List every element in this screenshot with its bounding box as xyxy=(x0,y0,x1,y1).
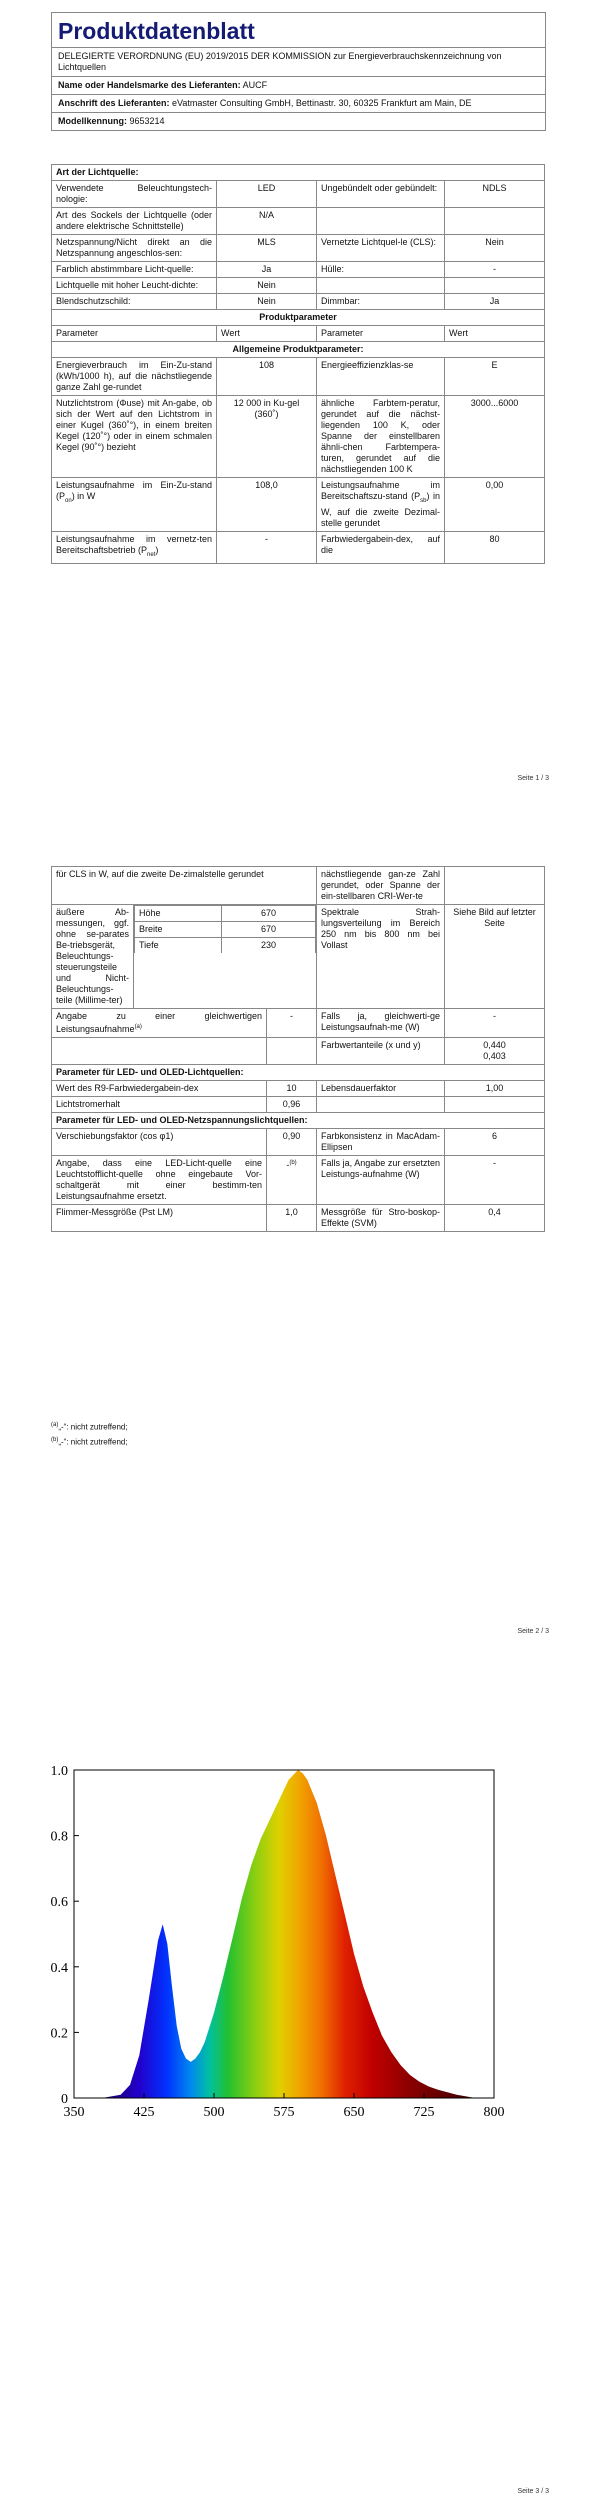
networked-standby-label: Leistungsaufnahme im vernetz-ten Bereitschaftsbetrieb $(P_{net})$ xyxy=(52,531,217,563)
dimensions-label: äußere Ab-messungen, ggf. ohne se-parates Be-triebsgerät, Beleuchtungs-steuerungsteile und Nicht-Beleuchtungs-teile (Millime-ter) xyxy=(52,905,134,1009)
cri-value: 80 xyxy=(445,531,545,563)
page-1 xyxy=(0,0,591,790)
r9-label: Wert des R9-Farbwiedergabein-dex xyxy=(52,1081,267,1097)
x-tick-label: 500 xyxy=(203,2105,225,2120)
dimensions-cell xyxy=(134,905,317,1009)
product-sheet-table-1 xyxy=(51,164,545,564)
col-header-param: Parameter xyxy=(52,326,217,342)
power-on-value: 108,0 xyxy=(217,478,317,532)
mains-value: MLS xyxy=(217,235,317,262)
mains-params-heading: Parameter für LED- und OLED-Netzspannungslichtquellen: xyxy=(52,1113,545,1129)
empty-cell xyxy=(317,278,445,294)
light-type-heading: Art der Lichtquelle: xyxy=(52,165,545,181)
product-params-heading: Produktparameter xyxy=(52,310,545,326)
equivalent-power-w-value: - xyxy=(445,1009,545,1038)
regulation-text: DELEGIERTE VERORDNUNG (EU) 2019/2015 DER KOMMISSION zur Energieverbrauchskennzeichnung von Lichtquellen xyxy=(52,48,545,77)
replaced-power-label: Falls ja, Angabe zur ersetzten Leistungs-aufnahme (W) xyxy=(317,1156,445,1205)
led-params-heading: Parameter für LED- und OLED-Lichtquellen: xyxy=(52,1065,545,1081)
y-tick-label: 1.0 xyxy=(50,1764,68,1779)
cri-cont-label: nächstliegende gan-ze Zahl gerundet, oder Spanne der ein-stellbaren CRI-Wer-te xyxy=(317,867,445,905)
directional-value: NDLS xyxy=(445,181,545,208)
spectral-chart xyxy=(30,1750,510,2130)
chromaticity-value: 0,440 0,403 xyxy=(445,1038,545,1065)
socket-value: N/A xyxy=(217,208,317,235)
trademark-row xyxy=(52,77,545,95)
lumen-maintenance-value: 0,96 xyxy=(267,1097,317,1113)
standby-power-value: 0,00 xyxy=(445,478,545,532)
spectral-distribution-label: Spektrale Strah-lungsverteilung im Bereich 250 nm bis 800 nm bei Vollast xyxy=(317,905,445,1009)
networked-standby-value: - xyxy=(217,531,317,563)
dimensions-table xyxy=(134,905,316,953)
equivalent-power-value: - xyxy=(267,1009,317,1038)
energy-consumption-value: 108 xyxy=(217,358,317,396)
networked-standby-cont-label: für CLS in W, auf die zweite De-zimalstelle gerundet xyxy=(52,867,317,905)
footnote-a: $^{(a)}$„-“: nicht zutreffend; xyxy=(51,1422,128,1432)
y-tick-label: 0.8 xyxy=(50,1829,68,1845)
directional-label: Ungebündelt oder gebündelt: xyxy=(317,181,445,208)
displacement-factor-value: 0,90 xyxy=(267,1129,317,1156)
standby-power-label: Leistungsaufnahme im Bereitschaftszu-stand $(P_{sb})$ in W, auf die zweite Dezimal-stelle gerundet xyxy=(317,478,445,532)
col-header-value: Wert xyxy=(217,326,317,342)
high-luminance-label: Lichtquelle mit hoher Leucht-dichte: xyxy=(52,278,217,294)
model-value: 9653214 xyxy=(129,116,165,126)
energy-class-label: Energieeffizienzklas-se xyxy=(317,358,445,396)
x-tick-label: 575 xyxy=(273,2105,295,2120)
product-sheet-table-2 xyxy=(51,866,545,1232)
lumen-maintenance-label: Lichtstromerhalt xyxy=(52,1097,267,1113)
energy-class-value: E xyxy=(445,358,545,396)
survival-factor-value: 1,00 xyxy=(445,1081,545,1097)
width-value: 670 xyxy=(222,922,316,938)
page-3 xyxy=(0,1710,591,2510)
technology-label: Verwendete Beleuchtungstech-nologie: xyxy=(52,181,217,208)
fluorescent-replacement-value: -$^{(b)}$ xyxy=(267,1156,317,1205)
tunable-label: Farblich abstimmbare Licht-quelle: xyxy=(52,262,217,278)
address-label: Anschrift des Lieferanten: xyxy=(58,98,170,108)
power-on-label: Leistungsaufnahme im Ein-Zu-stand $(P_{on})$ in W xyxy=(52,478,217,532)
socket-label: Art des Sockels der Lichtquelle (oder andere elektrische Schnittstelle) xyxy=(52,208,217,235)
replaced-power-value: - xyxy=(445,1156,545,1205)
luminous-flux-label: Nutzlichtstrom (Φuse) mit An-gabe, ob sich der Wert auf den Lichtstrom in einer Kugel (360˚°), in einem breiten Kegel (120˚°) oder in einem schmalen Kegel (90˚°) bezieht xyxy=(52,396,217,478)
depth-value: 230 xyxy=(222,938,316,954)
envelope-label: Hülle: xyxy=(317,262,445,278)
y-tick-label: 0 xyxy=(61,2092,68,2107)
empty-cell xyxy=(317,1097,445,1113)
empty-cell xyxy=(52,1038,267,1065)
width-label: Breite xyxy=(135,922,222,938)
glare-label: Blendschutzschild: xyxy=(52,294,217,310)
high-luminance-value: Nein xyxy=(217,278,317,294)
fluorescent-replacement-label: Angabe, dass eine LED-Licht-quelle eine Leuchtstofflicht-quelle ohne eingebaute Vor-schaltgerät mit einer bestimm-ten Leistungsaufnahme ersetzt. xyxy=(52,1156,267,1205)
x-tick-label: 425 xyxy=(133,2105,155,2120)
r9-value: 10 xyxy=(267,1081,317,1097)
energy-consumption-label: Energieverbrauch im Ein-Zu-stand (kWh/1000 h), auf die nächstliegende ganze Zahl ge-rundet xyxy=(52,358,217,396)
y-tick-label: 0.6 xyxy=(50,1895,68,1911)
footnote-b: $^{(b)}$„-“: nicht zutreffend; xyxy=(51,1437,128,1447)
trademark-value: AUCF xyxy=(242,80,268,90)
cls-label: Vernetzte Lichtquel-le (CLS): xyxy=(317,235,445,262)
page-2 xyxy=(0,790,591,1710)
page-number: Seite 2 / 3 xyxy=(517,1628,549,1635)
spectral-distribution-value: Siehe Bild auf letzter Seite xyxy=(445,905,545,1009)
spectrum-area xyxy=(102,1770,475,2098)
x-tick-label: 725 xyxy=(413,2105,435,2120)
model-row xyxy=(52,113,545,131)
stroboscopic-label: Messgröße für Stro-boskop-Effekte (SVM) xyxy=(317,1205,445,1232)
survival-factor-label: Lebensdauerfaktor xyxy=(317,1081,445,1097)
y-tick-label: 0.4 xyxy=(50,1960,68,1976)
col-header-value: Wert xyxy=(445,326,545,342)
equivalent-power-label: Angabe zu einer gleichwertigen Leistungsaufnahme$^{(a)}$ xyxy=(52,1009,267,1038)
glare-value: Nein xyxy=(217,294,317,310)
col-header-param: Parameter xyxy=(317,326,445,342)
height-value: 670 xyxy=(222,906,316,922)
dimmable-value: Ja xyxy=(445,294,545,310)
height-label: Höhe xyxy=(135,906,222,922)
empty-cell xyxy=(445,867,545,905)
x-tick-label: 800 xyxy=(483,2105,505,2120)
model-label: Modellkennung: xyxy=(58,116,127,126)
y-tick-label: 0.2 xyxy=(50,2026,68,2042)
dimmable-label: Dimmbar: xyxy=(317,294,445,310)
address-row xyxy=(52,95,545,113)
mains-label: Netzspannung/Nicht direkt an die Netzspannung angeschlos-sen: xyxy=(52,235,217,262)
equivalent-power-w-label: Falls ja, gleichwerti-ge Leistungsaufnah-me (W) xyxy=(317,1009,445,1038)
chromaticity-label: Farbwertanteile (x und y) xyxy=(317,1038,445,1065)
cls-value: Nein xyxy=(445,235,545,262)
empty-cell xyxy=(445,208,545,235)
general-params-heading: Allgemeine Produktparameter: xyxy=(52,342,545,358)
empty-cell xyxy=(267,1038,317,1065)
page-number: Seite 3 / 3 xyxy=(517,2488,549,2495)
empty-cell xyxy=(445,1097,545,1113)
cri-label: Farbwiedergabein-dex, auf die xyxy=(317,531,445,563)
displacement-factor-label: Verschiebungsfaktor (cos φ1) xyxy=(52,1129,267,1156)
flicker-label: Flimmer-Messgröße (Pst LM) xyxy=(52,1205,267,1232)
color-consistency-value: 6 xyxy=(445,1129,545,1156)
color-consistency-label: Farbkonsistenz in MacAdam-Ellipsen xyxy=(317,1129,445,1156)
color-temperature-label: ähnliche Farbtem-peratur, gerundet auf die nächst-liegenden 100 K, oder Spanne der einstellbaren ähnli-chen Farbtempera-turen, gerundet auf die nächstliegenden 100 K xyxy=(317,396,445,478)
document-title: Produktdatenblatt xyxy=(52,13,545,48)
page-number: Seite 1 / 3 xyxy=(517,775,549,782)
x-tick-label: 650 xyxy=(343,2105,365,2120)
color-temperature-value: 3000...6000 xyxy=(445,396,545,478)
flicker-value: 1,0 xyxy=(267,1205,317,1232)
address-value: eVatmaster Consulting GmbH, Bettinastr. 30, 60325 Frankfurt am Main, DE xyxy=(172,98,472,108)
tunable-value: Ja xyxy=(217,262,317,278)
luminous-flux-value: 12 000 in Ku-gel (360˚) xyxy=(217,396,317,478)
depth-label: Tiefe xyxy=(135,938,222,954)
document-header xyxy=(51,12,546,131)
technology-value: LED xyxy=(217,181,317,208)
trademark-label: Name oder Handelsmarke des Lieferanten: xyxy=(58,80,241,90)
x-tick-label: 350 xyxy=(63,2105,85,2120)
envelope-value: - xyxy=(445,262,545,278)
empty-cell xyxy=(445,278,545,294)
empty-cell xyxy=(317,208,445,235)
stroboscopic-value: 0,4 xyxy=(445,1205,545,1232)
